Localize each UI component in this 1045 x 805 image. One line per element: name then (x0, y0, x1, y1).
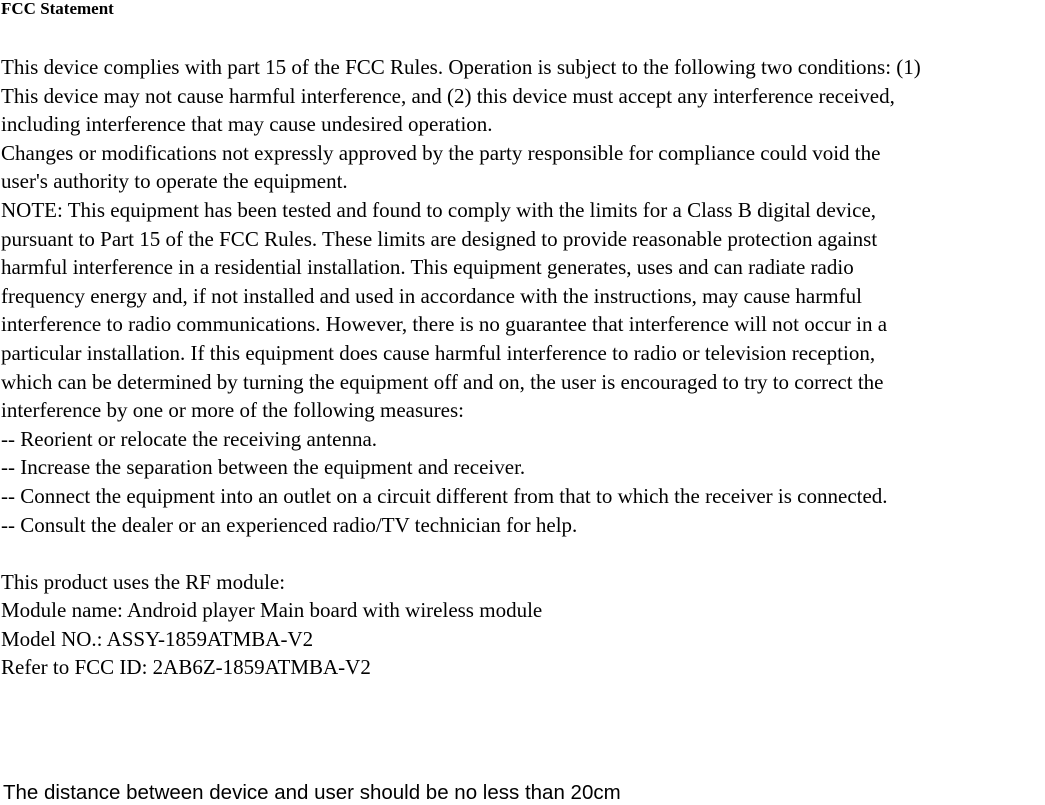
measure-item: -- Increase the separation between the equipment and receiver. (1, 455, 526, 480)
body-line: user's authority to operate the equipment. (1, 169, 348, 194)
body-line: NOTE: This equipment has been tested and found to comply with the limits for a Class B digital device, (1, 197, 877, 222)
body-line: This device complies with part 15 of the FCC Rules. Operation is subject to the following two conditions: (1) (1, 55, 921, 79)
body-line: pursuant to Part 15 of the FCC Rules. These limits are designed to provide reasonable protection against (1, 226, 878, 251)
measure-item: -- Connect the equipment into an outlet on a circuit different from that to which the receiver is connected. (1, 483, 888, 508)
measure-item: -- Reorient or relocate the receiving antenna. (1, 426, 378, 451)
rf-module-intro: This product uses the RF module: (1, 569, 286, 594)
body-line: particular installation. If this equipment does cause harmful interference to radio or television reception, (1, 340, 876, 365)
body-line: frequency energy and, if not installed and used in accordance with the instructions, may cause harmful (1, 283, 862, 308)
body-line: which can be determined by turning the equipment off and on, the user is encouraged to try to correct the (1, 369, 884, 394)
body-line: interference to radio communications. However, there is no guarantee that interference will not occur in a (1, 312, 888, 337)
body-line: including interference that may cause undesired operation. (1, 112, 493, 137)
body-line: This device may not cause harmful interference, and (2) this device must accept any interference received, (1, 83, 895, 108)
body-line: interference by one or more of the following measures: (1, 398, 464, 423)
document-heading: FCC Statement (1, 0, 114, 18)
document-body (1, 53, 921, 682)
distance-note: The distance between device and user should be no less than 20cm (3, 781, 621, 804)
module-name: Module name: Android player Main board with wireless module (1, 598, 543, 623)
fcc-id: Refer to FCC ID: 2AB6Z-1859ATMBA-V2 (1, 655, 371, 680)
model-number: Model NO.: ASSY-1859ATMBA-V2 (1, 626, 314, 651)
body-line: Changes or modifications not expressly approved by the party responsible for compliance could void the (1, 140, 881, 165)
body-line: harmful interference in a residential installation. This equipment generates, uses and can radiate radio (1, 255, 854, 280)
blank-line (1, 539, 921, 568)
measure-item: -- Consult the dealer or an experienced radio/TV technician for help. (1, 512, 578, 537)
